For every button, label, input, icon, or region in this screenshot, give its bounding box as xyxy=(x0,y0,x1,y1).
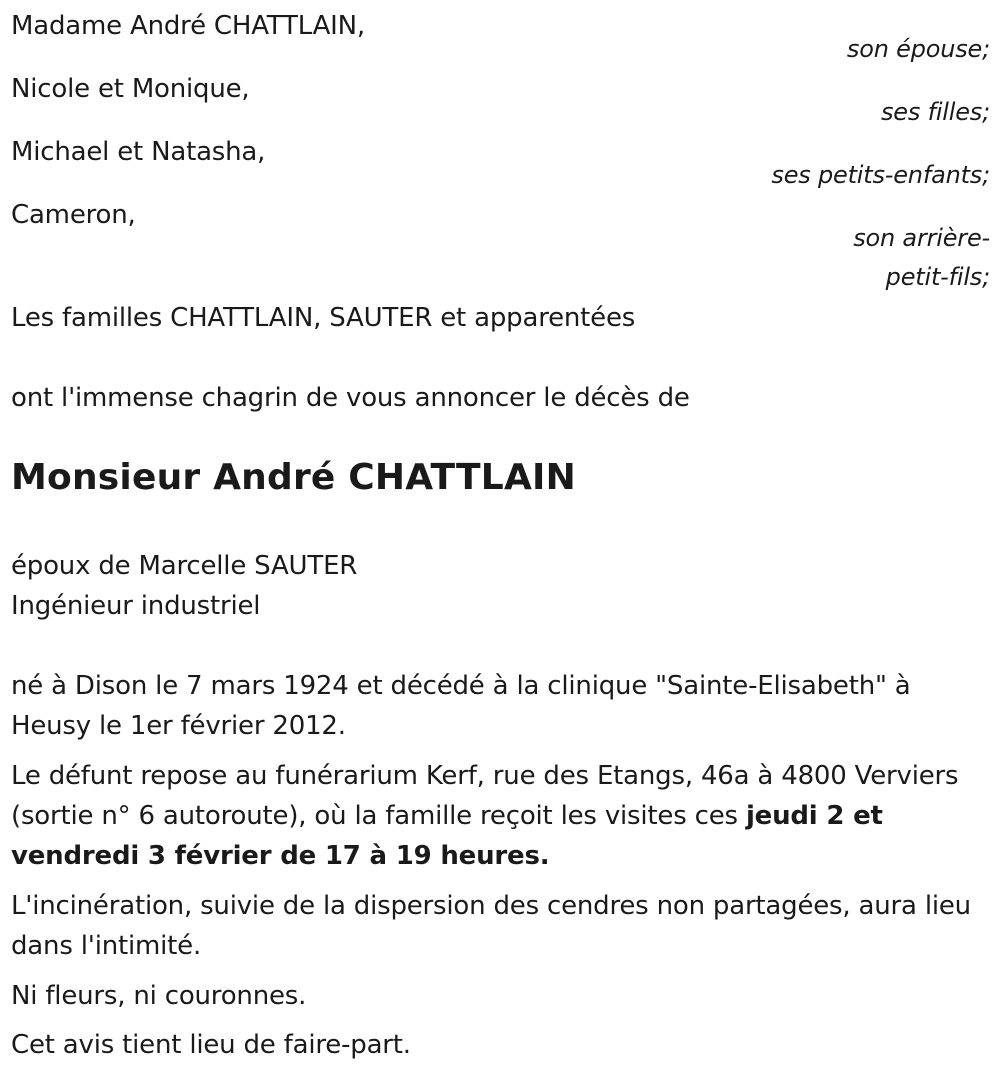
announcement-line: ont l'immense chagrin de vous annoncer le décès de xyxy=(11,383,690,413)
role-spouse: son épouse; xyxy=(846,35,990,63)
role-great-grandson-line2: petit-fils; xyxy=(885,263,990,291)
spouse-line: époux de Marcelle SAUTER xyxy=(11,551,358,581)
families-line: Les familles CHATTLAIN, SAUTER et apparentées xyxy=(11,303,636,333)
profession-line: Ingénieur industriel xyxy=(11,591,261,621)
cremation-paragraph: L'incinération, suivie de la dispersion des cendres non partagées, aura lieu dans l'intimité. xyxy=(11,891,971,961)
role-daughters: ses filles; xyxy=(880,98,990,126)
birth-death-paragraph: né à Dison le 7 mars 1924 et décédé à la clinique "Sainte-Elisabeth" à Heusy le 1er février 2012. xyxy=(11,671,911,741)
visitation-dates: jeudi 2 et vendredi 3 février de 17 à 19 heures. xyxy=(11,801,883,871)
visitation-paragraph xyxy=(11,756,991,876)
family-member-spouse: Madame André CHATTLAIN, xyxy=(11,11,365,41)
visitation-text: Le défunt repose au funérarium Kerf, rue des Etangs, 46a à 4800 Verviers (sortie n° 6 autoroute), où la famille reçoit les visites ces xyxy=(11,761,959,831)
family-member-great-grandson: Cameron, xyxy=(11,200,136,230)
no-flowers-line: Ni fleurs, ni couronnes. xyxy=(11,981,307,1011)
role-great-grandson-line1: son arrière- xyxy=(853,224,990,252)
notice-line: Cet avis tient lieu de faire-part. xyxy=(11,1030,411,1060)
deceased-name: Monsieur André CHATTLAIN xyxy=(11,457,576,498)
family-member-daughters: Nicole et Monique, xyxy=(11,74,250,104)
family-member-grandchildren: Michael et Natasha, xyxy=(11,137,266,167)
role-grandchildren: ses petits-enfants; xyxy=(771,161,990,189)
